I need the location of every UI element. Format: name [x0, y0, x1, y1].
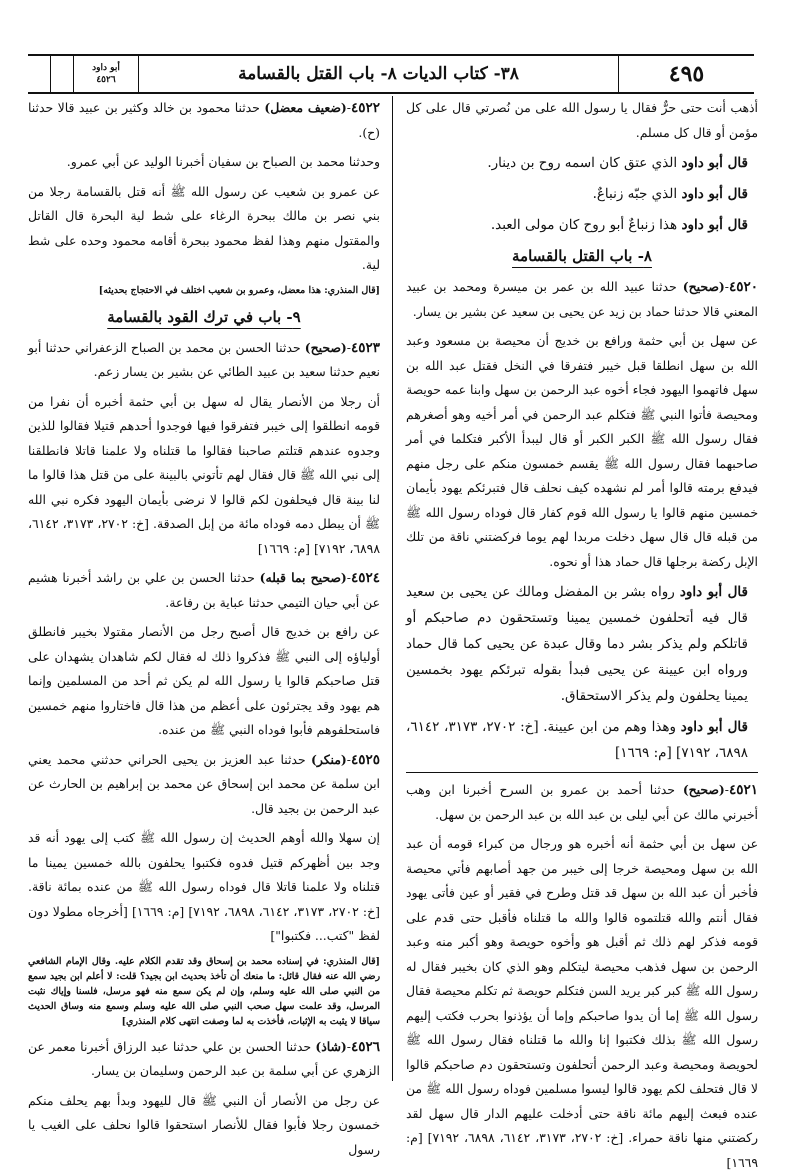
left-column [28, 96, 380, 1157]
comment-text: رواه بشر بن المفضل ومالك عن يحيى بن سعيد قال فيه أتحلفون خمسين يمينا وتستحقون دم صاحبكم أو قاتلكم ولم يذكر بشر دما وقال عبدة عن يحيى كما قال حماد ورواه ابن عيينة عن يحيى فبدأ بقوله تبرئكم يهود بخمسين يمينا يحلفون ولم يذكر الاستحقاق. [406, 584, 748, 704]
hadith-text: عن رجل من الأنصار أن النبي ﷺ قال لليهود وبدأ بهم يحلف منكم خمسون رجلا فأبوا فقال للأنصار استحقوا قالوا نحلف على الغيب يا رسول [28, 1092, 380, 1157]
hadith-text: وحدثنا محمد بن الصباح بن سفيان أخبرنا الوليد عن أبي عمرو. [66, 154, 380, 169]
hadith-text: أذهب أنت حتى حرٌّ فقال يا رسول الله على من نُصرتي قال على كل مؤمن أو قال كل مسلم. [406, 100, 758, 140]
hadith-text: عن عمرو بن شعيب عن رسول الله ﷺ أنه قتل بالقسامة رجلا من بني نصر بن مالك ببحرة الرغاء على شط لية البحرة قال القاتل والمقتول منهم وهذا لفظ محمود ببحرة أقامه محمود وحده على شط لية. [28, 183, 380, 272]
hadith-text: أن رجلا من الأنصار يقال له سهل بن أبي حثمة أخبره أن نفرا من قومه انطلقوا إلى خيبر فتفرقوا فيها فوجدوا أحدهم قتيلا فقالوا للذين وجدوه عندهم قتلتم صاحبنا فقالوا ما قتلناه ولا علمنا قاتلا فانطلقنا إلى نبي الله ﷺ قال فقال لهم تأتوني بالبينة على من قتل هذا قالوا ما لنا بينة قال فيحلفون لكم قالوا لا نرضى بأيمان اليهود فكره نبي الله ﷺ أن يبطل دمه فوداه مائة من إبل الصدقة. [خ: ٢٧٠٢، ٣١٧٣، ٦١٤٢، ٦٨٩٨، ٧١٩٢] [م: ١٦٦٩] [28, 393, 380, 556]
comment-lead: قال أبو داود [679, 584, 748, 600]
running-header [28, 54, 754, 94]
hadith-isnad: حدثنا أحمد بن عمرو بن السرح أخبرنا ابن وهب أخبرني مالك عن أبي ليلى بن عبد الله بن عبد الرحمن بن سهل. [406, 782, 758, 822]
editor-note [28, 283, 380, 298]
section-rule [406, 772, 758, 773]
running-title: ٣٨- كتاب الديات ٨- باب القتل بالقسامة [138, 56, 618, 92]
hadith-text: عن سهل بن أبي حثمة أنه أخبره هو ورجال من كبراء قومه أن عبد الله بن سهل ومحيصة خرجا إلى خيبر من جهد أصابهم فأتي محيصة فأخبر أن عبد الله بن سهل قد قتل وطرح في فقير أو عين فأتى يهود فقال أنتم والله قتلتموه قالوا والله ما قتلناه فأقبل حتى قدم على قومه فذكر لهم ذلك ثم أقبل هو وأخوه حويصة وهو أكبر منه وعبد الرحمن بن سهل فذهب محيصة ليتكلم وهو الذي كان بخيبر فقال له رسول الله ﷺ كبر كبر يريد السن فتكلم حويصة ثم تكلم محيصة فقال رسول الله ﷺ إما أن يدوا صاحبكم وإما أن يؤذنوا بحرب فكتب إليهم رسول الله ﷺ بذلك فكتبوا إنا والله ما قتلناه فقال رسول الله ﷺ لحويصة ومحيصة وعبد الرحمن أتحلفون وتستحقون دم صاحبكم قالوا لا قال فتحلف لكم يهود قالوا ليسوا مسلمين فوداه رسول الله ﷺ من عنده فبعث إليهم مائة ناقة حتى أدخلت عليهم الدار قال سهل لقد ركضتني منها ناقة حمراء. [خ: ٢٧٠٢، ٣١٧٣، ٦١٤٢، ٦٨٩٨، ٧١٩٢] [م: ١٦٦٩] [406, 836, 758, 1170]
abu-dawud-comment [406, 714, 758, 766]
reference-number: ٤٥٢٦ [96, 75, 116, 85]
comment-text: الذي عتق كان اسمه روح بن دينار. [487, 155, 678, 171]
hadith-number: ٤٥٢٤ [350, 570, 380, 586]
chapter-heading: ٩- باب في ترك القود بالقسامة [107, 307, 301, 326]
right-column [406, 96, 758, 1170]
hadith-number: ٤٥٢١ [728, 782, 758, 798]
header-empty-cell [28, 56, 50, 92]
comment-text: الذي جبّه زنباعٌ. [592, 186, 678, 202]
hadith-isnad: حدثنا الحسن بن علي بن راشد أخبرنا هشيم عن أبي حيان التيمي حدثنا عباية بن رفاعة. [28, 570, 380, 610]
page-number: ٤٩٥ [618, 56, 754, 92]
comment-lead: قال أبو داود [681, 186, 748, 202]
comment-text: وهذا وهم من ابن عيينة. [خ: ٢٧٠٢، ٣١٧٣، ٦١٤٢، ٦٨٩٨، ٧١٩٢] [م: ١٦٦٩] [406, 719, 748, 761]
hadith-grade: (صحيح) [304, 339, 347, 355]
hadith-grade: (منكر) [311, 751, 347, 767]
hadith-grade: (صحيح بما قبله) [259, 570, 347, 585]
hadith-paragraph: ٤٥٢٢-(ضعيف معضل) حدثنا محمود بن خالد وكثير بن عبيد قالا حدثنا (ح). [28, 100, 380, 140]
abu-dawud-comment [406, 212, 758, 238]
hadith-text: إن سهلا والله أوهم الحديث إن رسول الله ﷺ كتب إلى يهود أنه قد وجد بين أظهركم قتيل فدوه فكتبوا يحلفون بالله خمسين يمينا ما قتلناه ولا علمنا قاتلا قال فوداه رسول الله ﷺ من عنده بمائة ناقة. [خ: ٢٧٠٢، ٣١٧٣، ٦١٤٢، ٦٨٩٨، ٧١٩٢] [م: ١٦٦٩] [أخرجاه مطولا دون لفظ "كتب... فكتبوا"] [28, 830, 380, 943]
column-divider [392, 96, 393, 1081]
note-text: [قال المنذري: في إسناده محمد بن إسحاق وقد تقدم الكلام عليه. وقال الإمام الشافعي رضي الله عنه فقال قائل: ما منعك أن تأخذ بحديث ابن بجيد؟ قلت: لا أعلم ابن بجيد سمع من النبي صلى الله عليه وسلم، وإن لم يكن سمع منه فهو مرسل، فلسنا وإياك نثبت المرسل، وقد علمت سهل صحب النبي صلى الله عليه وسلم وسمع منه وساق الحديث سياقا لا يثبت به الإثبات، فأخذت به لما وصفت انتهى كلام المنذري] [28, 955, 380, 1027]
hadith-reference-box [73, 56, 138, 92]
chapter-heading: ٨- باب القتل بالقسامة [512, 247, 652, 265]
hadith-isnad: حدثنا الحسن بن محمد بن الصباح الزعفراني حدثنا أبو نعيم حدثنا سعيد بن عبيد الطائي عن بشير بن يسار زعم. [28, 339, 380, 379]
hadith-number: ٤٥٢٢ [350, 100, 380, 116]
header-empty-cell [50, 56, 73, 92]
comment-lead: قال أبو داود [681, 217, 748, 233]
hadith-isnad: حدثنا عبد العزيز بن يحيى الحراني حدثني محمد يعني ابن سلمة عن محمد ابن إسحاق عن محمد بن إبراهيم بن الحارث عن عبد الرحمن بن بجيد قال. [28, 751, 380, 816]
hadith-grade: (ضعيف معضل) [264, 100, 347, 115]
hadith-paragraph: ٤٥٢٤-(صحيح بما قبله) حدثنا الحسن بن علي بن راشد أخبرنا هشيم عن أبي حيان التيمي حدثنا عباية بن رفاعة. [28, 570, 380, 610]
hadith-paragraph: ٤٥٢٦-(شاذ) حدثنا الحسن بن علي حدثنا عبد الرزاق أخبرنا معمر عن الزهري عن أبي سلمة بن عبد الرحمن وسليمان بن يسار. [28, 1038, 380, 1078]
hadith-number: ٤٥٢٥ [350, 751, 380, 768]
hadith-text: عن سهل بن أبي حثمة ورافع بن خديج أن محيصة بن مسعود وعبد الله بن سهل انطلقا قبل خيبر فتفرقا في النخل فقتل عبد الله بن سهل فاتهموا اليهود فجاء أخوه عبد الرحمن بن سهل وابنا عمه حويصة ومحيصة فأتوا النبي ﷺ فتكلم عبد الرحمن في أمر أخيه وهو أصغرهم فقال رسول الله ﷺ الكبر الكبر أو قال ليبدأ الأكبر فتكلما في أمر صاحبهما فقال رسول الله ﷺ يقسم خمسون منكم على رجل منهم فيدفع برمته قالوا أمر لم نشهده كيف نحلف قال فتبرئكم يهود بأيمان خمسين منهم قالوا يا رسول الله قوم كفار قال فوداه رسول الله ﷺ من قبله قال قال سهل دخلت مربدا لهم يوما فركضتني ناقة من تلك الإبل ركضة برجلها قال حماد هذا أو نحوه. [406, 333, 758, 569]
abu-dawud-comment [406, 181, 758, 207]
hadith-paragraph: ٤٥٢٣-(صحيح) حدثنا الحسن بن محمد بن الصباح الزعفراني حدثنا أبو نعيم حدثنا سعيد بن عبيد الطائي عن بشير بن يسار زعم. [28, 339, 380, 379]
comment-lead: قال أبو داود [680, 719, 748, 735]
hadith-paragraph: ٤٥٢٠-(صحيح) حدثنا عبيد الله بن عمر بن ميسرة ومحمد بن عبيد المعني قالا حدثنا حماد بن زيد عن يحيى بن سعيد عن بشير بن يسار. [406, 279, 758, 319]
hadith-isnad: حدثنا الحسن بن علي حدثنا عبد الرزاق أخبرنا معمر عن الزهري عن أبي سلمة بن عبد الرحمن وسليمان بن يسار. [28, 1038, 380, 1078]
hadith-paragraph: ٤٥٢١-(صحيح) حدثنا أحمد بن عمرو بن السرح أخبرنا ابن وهب أخبرني مالك عن أبي ليلى بن عبد الله بن عبد الرحمن بن سهل. [406, 782, 758, 822]
editor-note [28, 954, 380, 1029]
hadith-paragraph: ٤٥٢٥-(منكر) حدثنا عبد العزيز بن يحيى الحراني حدثني محمد يعني ابن سلمة عن محمد ابن إسحاق عن محمد بن إبراهيم بن الحارث عن عبد الرحمن بن بجيد قال. [28, 751, 380, 816]
hadith-text: عن رافع بن خديج قال أصبح رجل من الأنصار مقتولا بخيبر فانطلق أولياؤه إلى النبي ﷺ فذكروا ذلك له فقال لكم شاهدان يشهدان على قتل صاحبكم قالوا يا رسول الله لم يكن ثم أحد من المسلمين وإنما هم يهود وقد يجترئون على أعظم من هذا قال فاختاروا منهم خمسين فاستحلفوهم فأبوا فوداه النبي ﷺ من عنده. [28, 624, 380, 737]
hadith-grade: (صحيح) [682, 279, 725, 294]
hadith-number: ٤٥٢٦ [350, 1038, 380, 1055]
reference-book: أبو داود [92, 63, 120, 73]
hadith-number: ٤٥٢٠ [728, 279, 758, 295]
abu-dawud-comment [406, 150, 758, 176]
hadith-isnad: حدثنا عبيد الله بن عمر بن ميسرة ومحمد بن عبيد المعني قالا حدثنا حماد بن زيد عن يحيى بن سعيد عن بشير بن يسار. [406, 279, 758, 319]
hadith-grade: (صحيح) [682, 782, 725, 797]
hadith-number: ٤٥٢٣ [350, 339, 380, 356]
comment-text: هذا زنباعٌ أبو روح كان مولى العبد. [490, 217, 678, 233]
note-text: [قال المنذري: هذا معضل، وعمرو بن شعيب اختلف في الاحتجاج بحديثه] [98, 284, 380, 296]
hadith-grade: (شاذ) [315, 1038, 347, 1054]
comment-lead: قال أبو داود [681, 155, 748, 171]
hadith-isnad: حدثنا محمود بن خالد وكثير بن عبيد قالا حدثنا (ح). [28, 100, 380, 140]
abu-dawud-comment [406, 579, 758, 709]
